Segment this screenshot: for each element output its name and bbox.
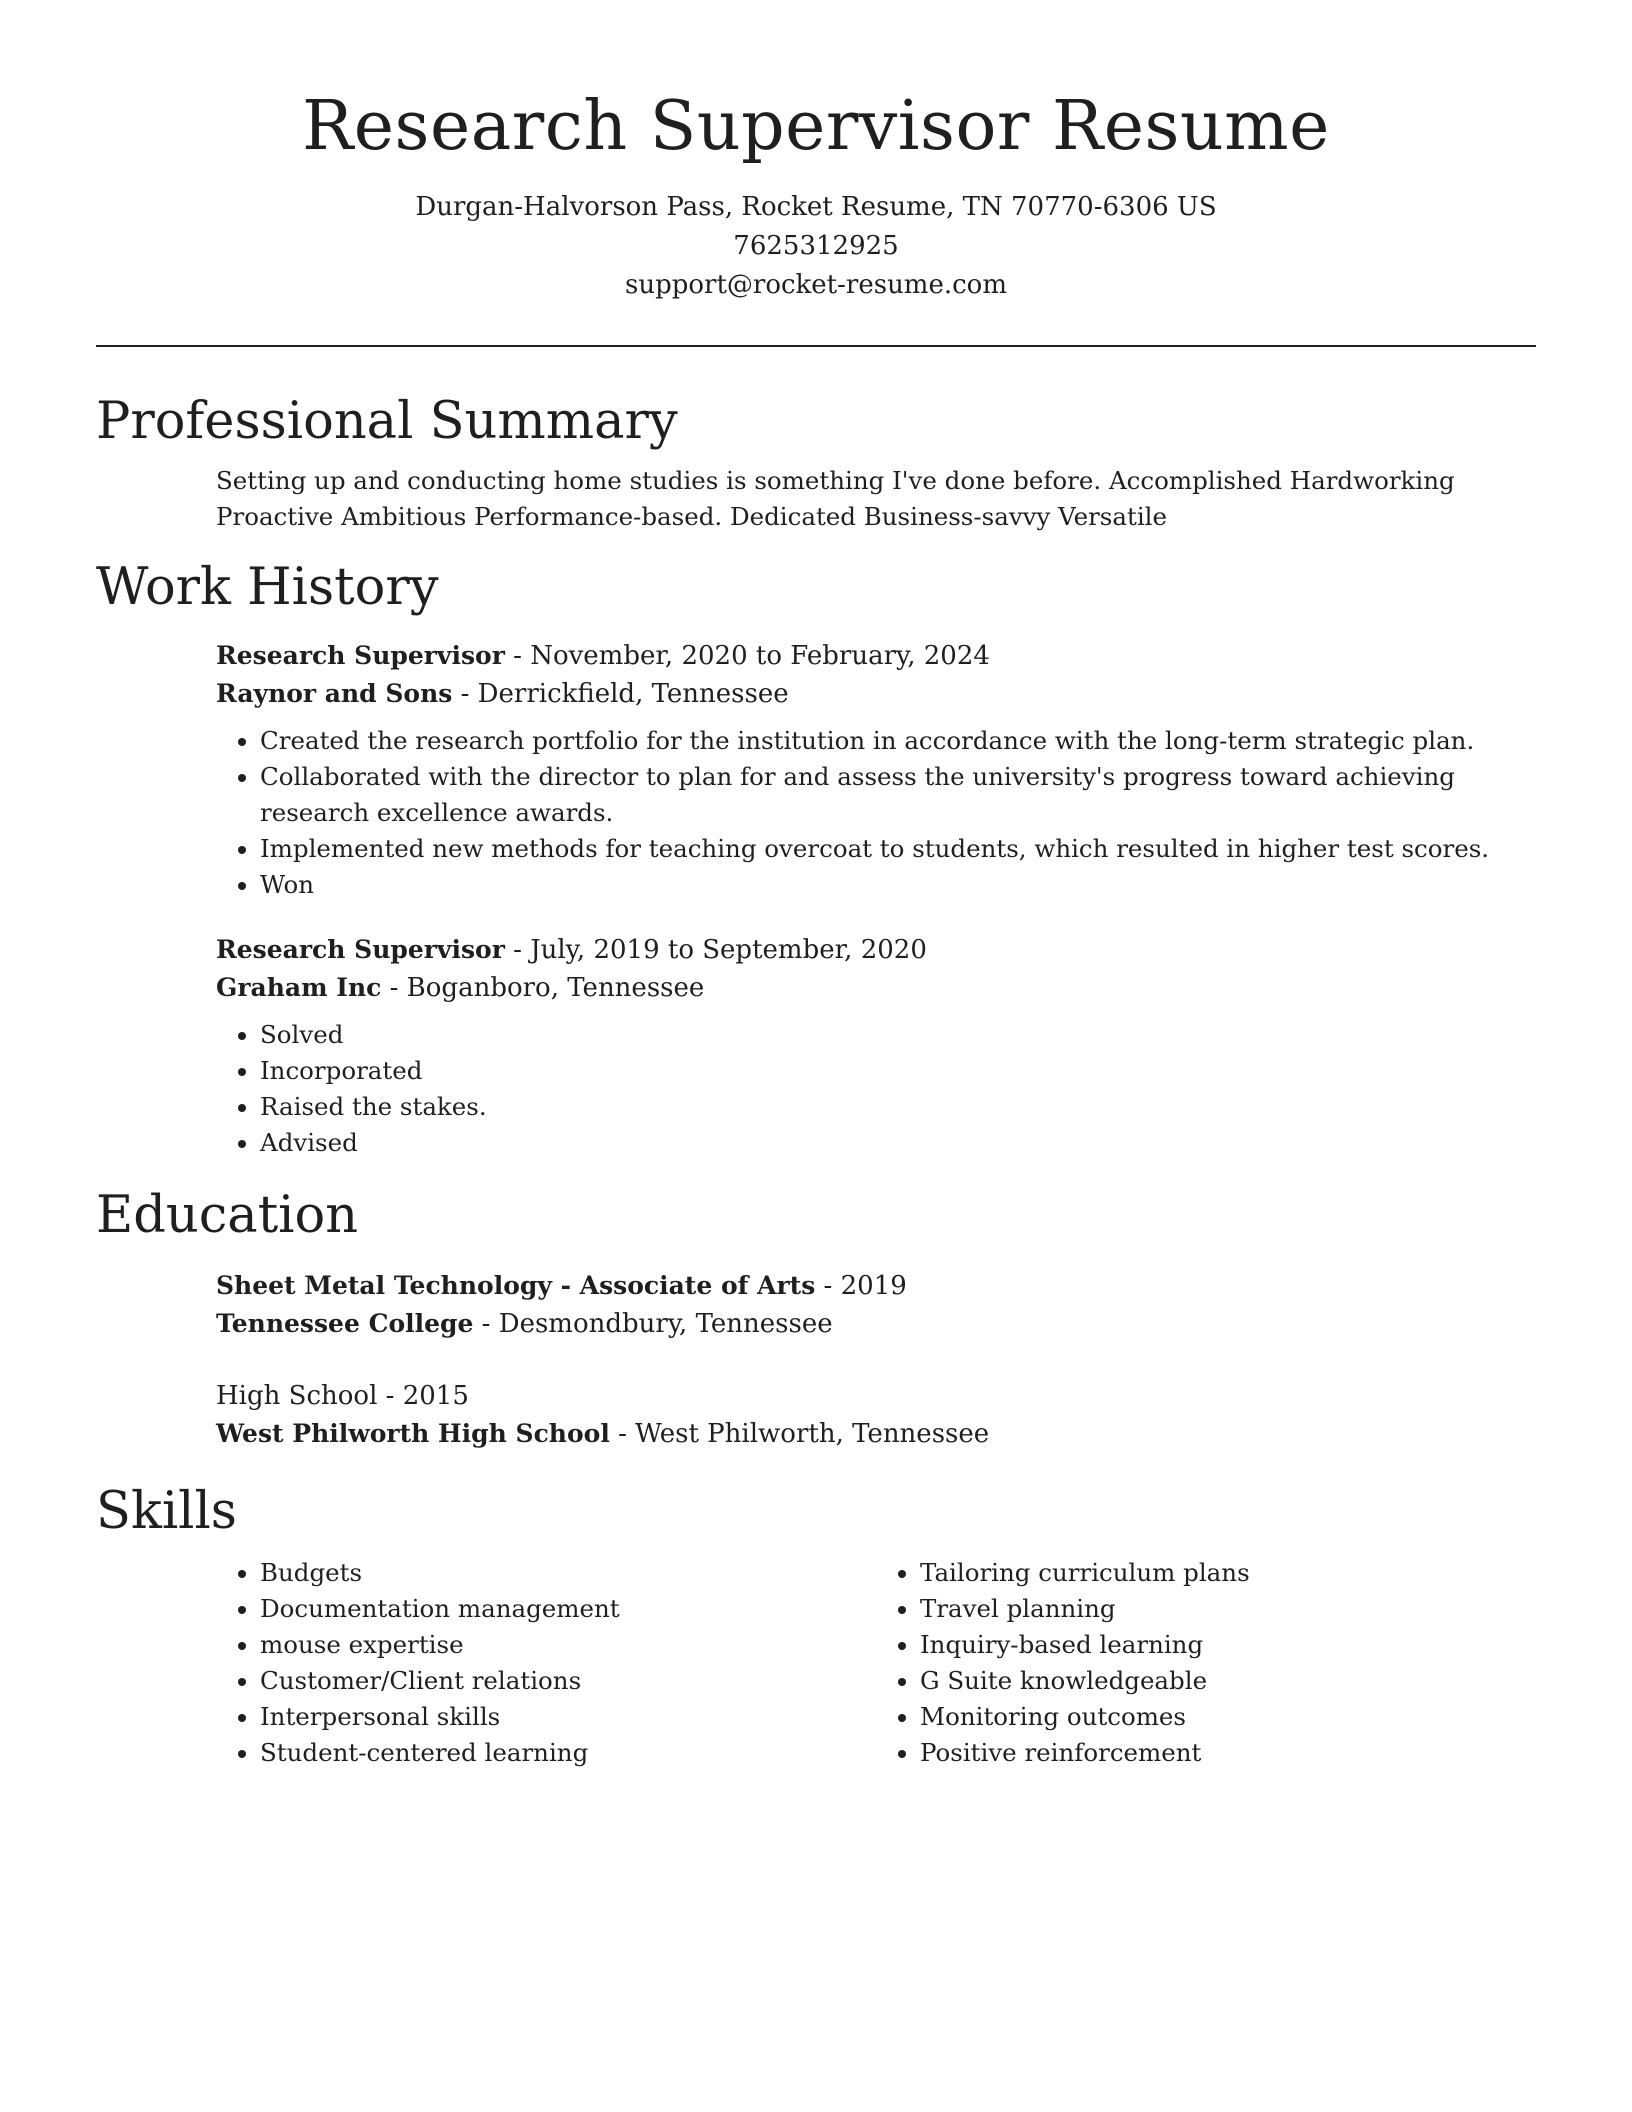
summary-heading: Professional Summary (96, 392, 678, 451)
job-bullets (216, 1017, 1536, 1161)
skills-grid (96, 1555, 1536, 1771)
skill-item: • Tailoring curriculum plans (920, 1555, 1536, 1591)
skill-item: • G Suite knowledgeable (920, 1663, 1536, 1699)
job-company: Raynor and Sons (216, 679, 453, 708)
skill-item: • Student-centered learning (260, 1735, 876, 1771)
education-school: Tennessee College (216, 1309, 474, 1338)
education-program-line (216, 1377, 1536, 1415)
job-bullet: • Created the research portfolio for the institution in accordance with the long-term strategic plan. (260, 723, 1536, 759)
education-program: High School (216, 1381, 378, 1411)
job-dates: - November, 2020 to February, 2024 (504, 641, 990, 671)
job-bullet: • Advised (260, 1125, 1536, 1161)
education-heading: Education (96, 1186, 359, 1245)
job-title: Research Supervisor (216, 935, 505, 964)
skill-item: • Inquiry-based learning (920, 1627, 1536, 1663)
work-history-heading: Work History (96, 558, 439, 617)
education-school-line (216, 1305, 1536, 1343)
work-history-section (96, 555, 1536, 1161)
job-entry (96, 637, 1536, 903)
job-company: Graham Inc (216, 973, 382, 1002)
contact-phone: 7625312925 (733, 231, 899, 261)
education-section (96, 1183, 1536, 1453)
job-bullets (216, 723, 1536, 903)
skill-item: • Budgets (260, 1555, 876, 1591)
resume-header (96, 0, 1536, 305)
summary-text: Setting up and conducting home studies is something I've done before. Accomplished Hardworking Proactive Ambitious Performance-based. Dedicated Business-savvy Versatile (216, 466, 1455, 531)
education-location: - Desmondbury, Tennessee (473, 1309, 833, 1339)
job-location: - Boganboro, Tennessee (381, 973, 705, 1003)
job-bullet: • Collaborated with the director to plan for and assess the university's progress toward achieving research excellence awards. (260, 759, 1536, 831)
education-school-line (216, 1415, 1536, 1453)
skills-heading: Skills (96, 1482, 237, 1541)
skill-item: • Positive reinforcement (920, 1735, 1536, 1771)
job-title-line (216, 637, 1536, 675)
education-entry (96, 1267, 1536, 1343)
job-entry (96, 931, 1536, 1161)
job-bullet: • Won (260, 867, 1536, 903)
contact-email: support@rocket-resume.com (624, 270, 1007, 300)
contact-block (96, 188, 1536, 305)
summary-section (96, 389, 1536, 535)
skills-column-right (876, 1555, 1536, 1771)
job-bullet: • Raised the stakes. (260, 1089, 1536, 1125)
job-bullet: • Incorporated (260, 1053, 1536, 1089)
skill-item: • mouse expertise (260, 1627, 876, 1663)
education-year: - 2019 (815, 1271, 907, 1301)
skills-column-left (216, 1555, 876, 1771)
skill-item: • Travel planning (920, 1591, 1536, 1627)
skill-item: • Monitoring outcomes (920, 1699, 1536, 1735)
education-entry (96, 1377, 1536, 1453)
skill-item: • Interpersonal skills (260, 1699, 876, 1735)
job-title-line (216, 931, 1536, 969)
job-dates: - July, 2019 to September, 2020 (504, 935, 927, 965)
skills-section (96, 1479, 1536, 1771)
education-program-line (216, 1267, 1536, 1305)
job-location: - Derrickfield, Tennessee (452, 679, 789, 709)
education-location: - West Philworth, Tennessee (609, 1419, 990, 1449)
job-company-line (216, 675, 1536, 713)
education-school: West Philworth High School (216, 1419, 610, 1448)
resume-title: Research Supervisor Resume (302, 87, 1330, 166)
contact-address: Durgan-Halvorson Pass, Rocket Resume, TN 70770-6306 US (415, 192, 1217, 222)
job-title: Research Supervisor (216, 641, 505, 670)
skill-item: • Documentation management (260, 1591, 876, 1627)
skill-item: • Customer/Client relations (260, 1663, 876, 1699)
job-bullet: • Solved (260, 1017, 1536, 1053)
job-bullet: • Implemented new methods for teaching overcoat to students, which resulted in higher test scores. (260, 831, 1536, 867)
job-company-line (216, 969, 1536, 1007)
education-year: - 2015 (377, 1381, 469, 1411)
header-divider (96, 345, 1536, 347)
education-program: Sheet Metal Technology - Associate of Arts (216, 1271, 816, 1300)
